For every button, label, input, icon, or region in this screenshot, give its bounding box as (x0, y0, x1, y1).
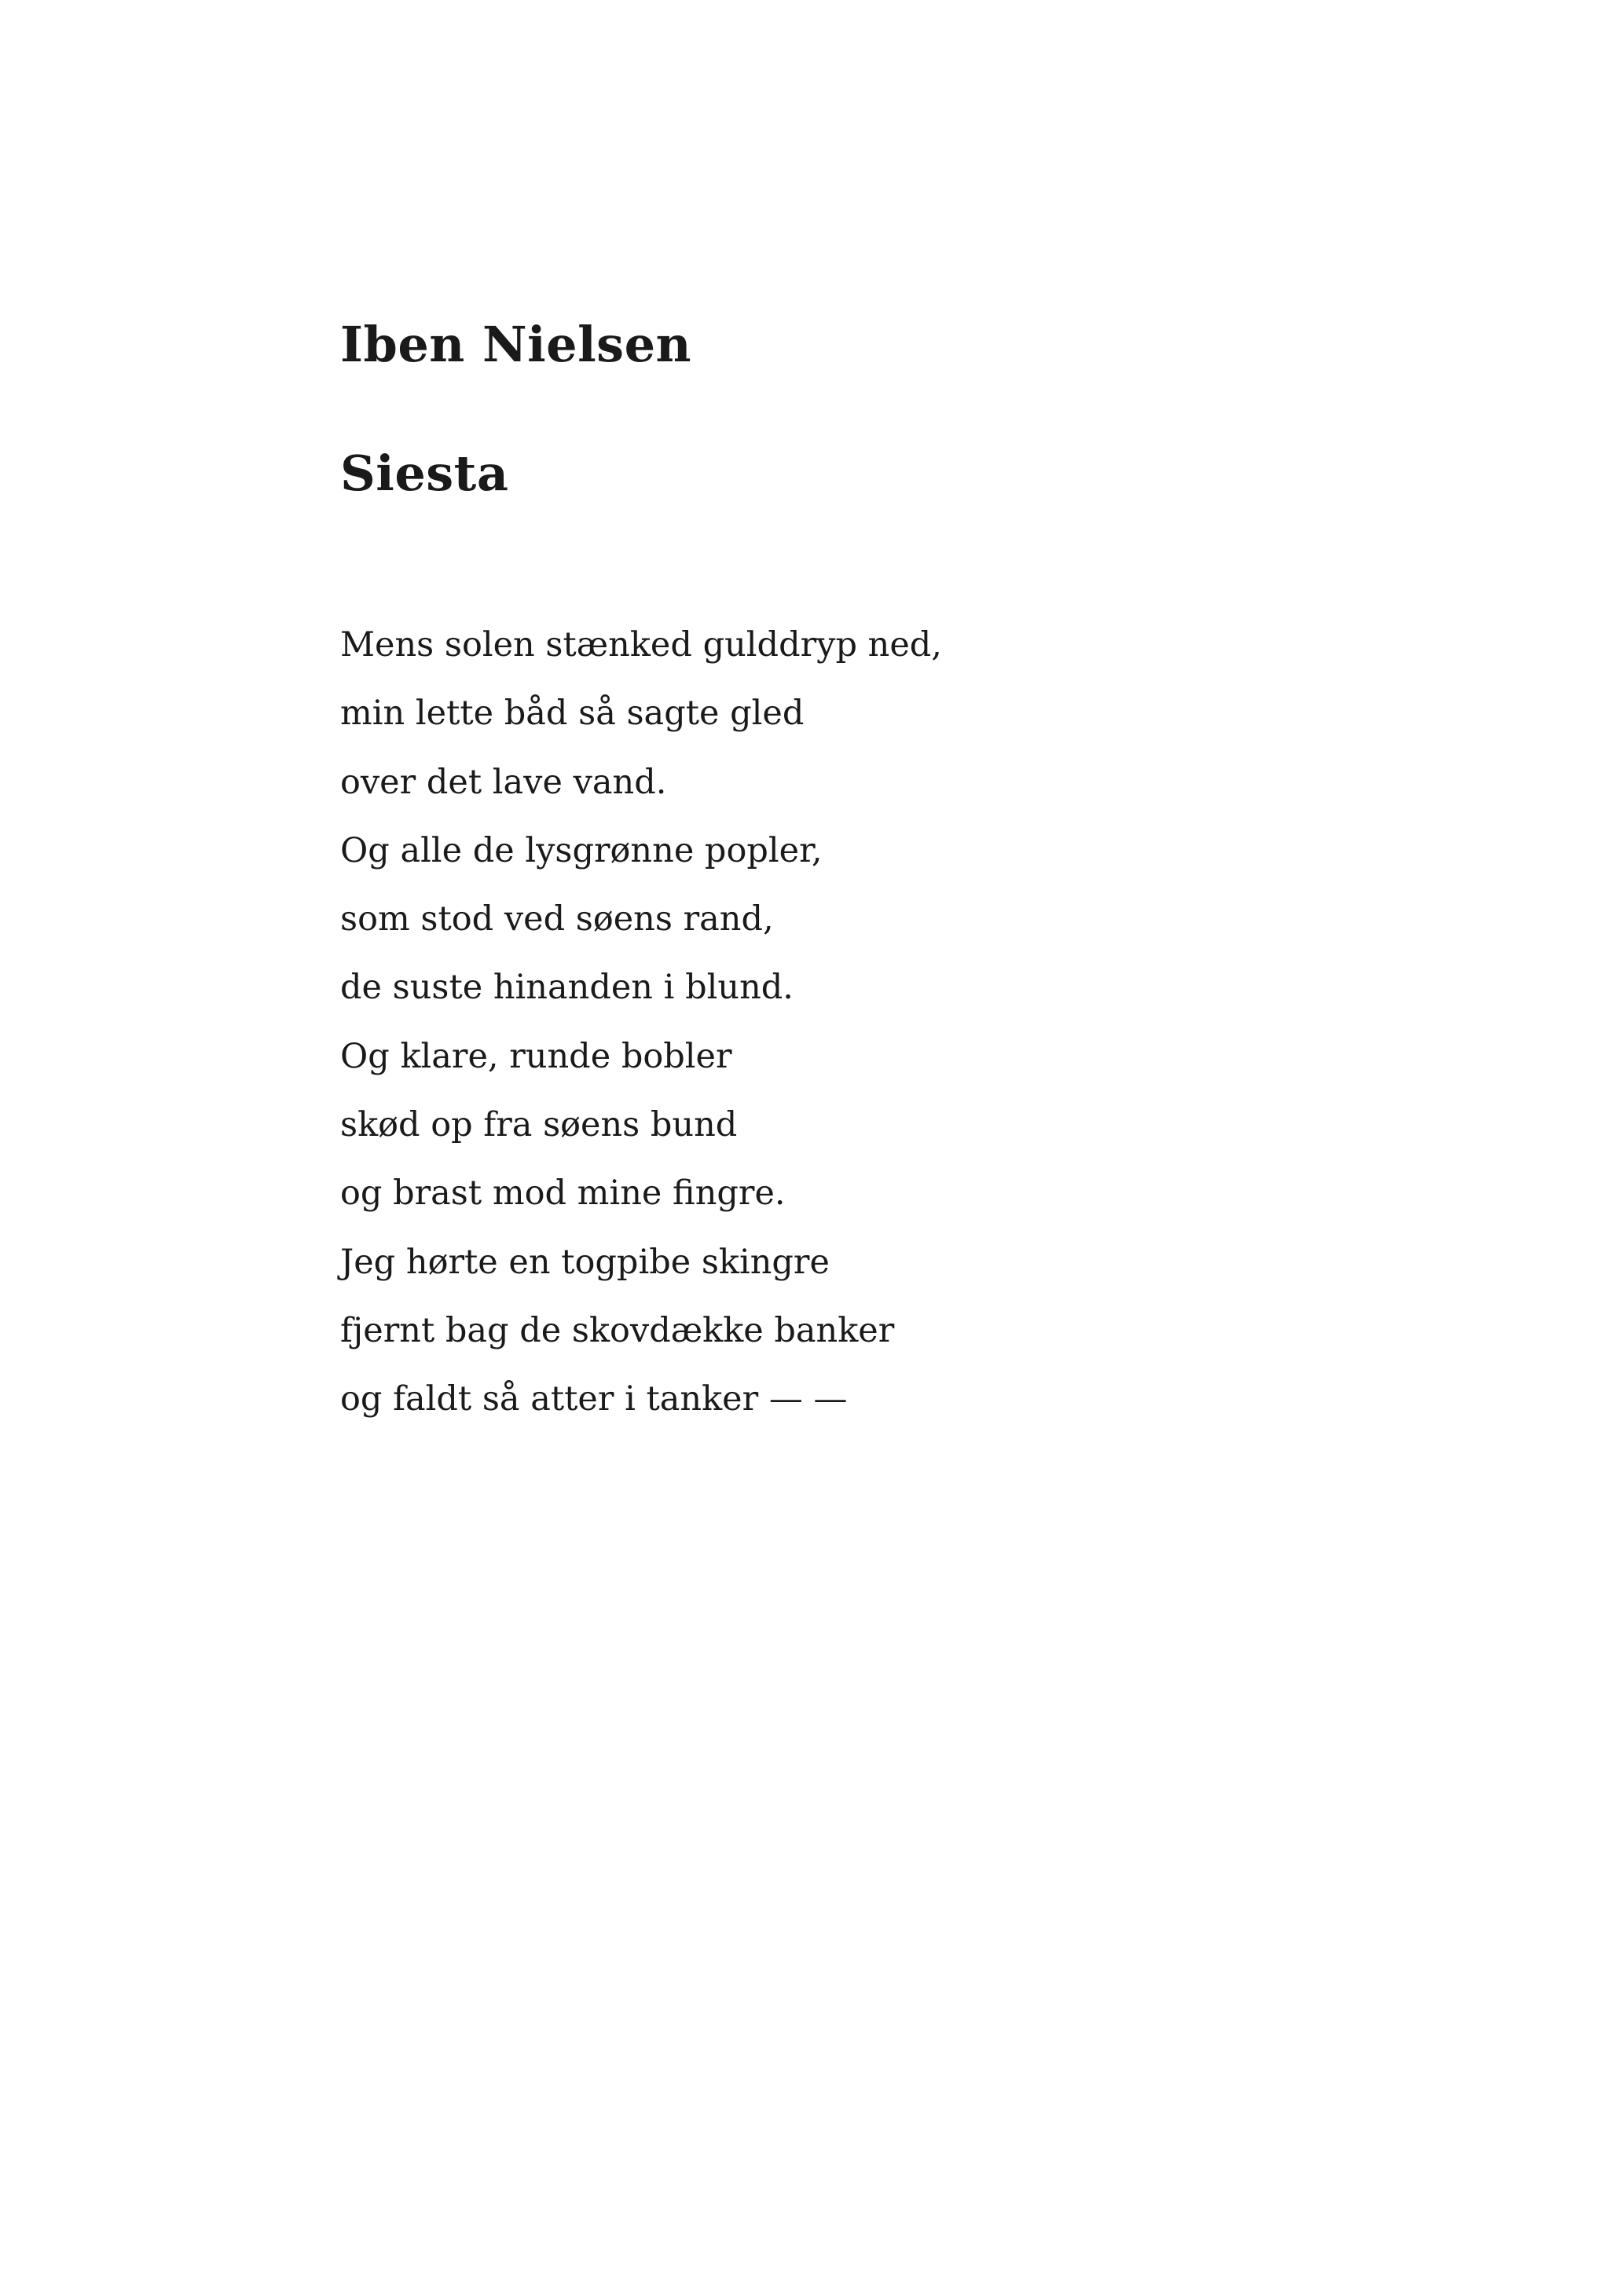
poem-line: og brast mod mine fingre. (340, 1174, 786, 1214)
poem-line: fjernt bag de skovdække banker (340, 1310, 895, 1350)
poem-line: Og alle de lysgrønne popler, (340, 830, 823, 870)
poem-body (340, 611, 942, 1434)
poem-line: og faldt så atter i tanker — — (340, 1379, 848, 1419)
poem-line: Jeg hørte en togpibe skingre (340, 1242, 830, 1282)
author-name: Iben Nielsen (340, 316, 692, 373)
poem-line: min lette båd så sagte gled (340, 694, 805, 734)
poem-line: over det lave vand. (340, 762, 667, 802)
poem-line: Og klare, runde bobler (340, 1036, 732, 1076)
poem-line: de suste hinanden i blund. (340, 968, 794, 1008)
poem-line: skød op fra søens bund (340, 1105, 738, 1145)
poem-title: Siesta (340, 445, 509, 502)
poem-line: Mens solen stænked gulddryp ned, (340, 625, 942, 665)
poem-line: som stod ved søens rand, (340, 899, 774, 939)
